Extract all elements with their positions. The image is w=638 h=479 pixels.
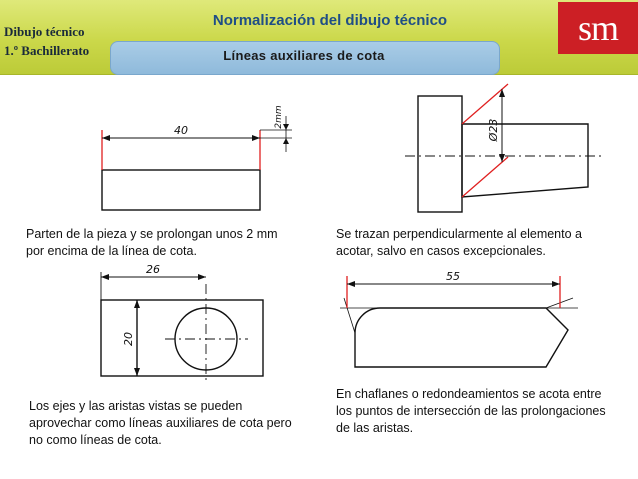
fig4-dimension-text: 55 [446, 270, 460, 283]
page-title: Normalización del dibujo técnico [212, 12, 448, 29]
fig2-taper [462, 124, 588, 197]
fig3-width-text: 26 [146, 263, 160, 276]
fig2-collar [418, 96, 462, 212]
fig4-edge-ext-left [344, 298, 355, 333]
caption-figure-2: Se trazan perpendicularmente al elemento a acotar, salvo en casos excepcionales. [336, 227, 582, 258]
fig1-gap-arrow-bottom [283, 138, 289, 144]
caption-figure-4: En chaflanes o redondeamientos se acota entre los puntos de intersección de las prolongaciones de las aristas. [336, 387, 606, 435]
figure-2 [405, 84, 602, 212]
figure-1 [102, 105, 292, 210]
section-subtitle: Líneas auxiliares de cota [223, 48, 385, 63]
figure-4 [340, 270, 578, 367]
fig1-dimension-text: 40 [174, 124, 188, 137]
fig3-height-text: 20 [122, 332, 135, 346]
caption-figure-3: Los ejes y las aristas vistas se pueden aprovechar como líneas auxiliares de cota pero no como líneas de cota. [29, 399, 292, 447]
fig2-extension-top [462, 84, 508, 124]
sm-logo: sm [558, 2, 638, 54]
caption-figure-1: Parten de la pieza y se prolongan unos 2 mm por encima de la línea de cota. [26, 227, 278, 258]
fig1-gap-text: 2mm [274, 105, 284, 129]
course-subject: Dibujo técnico [4, 24, 85, 39]
course-level: 1.º Bachillerato [4, 43, 90, 58]
fig1-part [102, 170, 260, 210]
figure-3 [101, 263, 263, 384]
fig2-dimension-text: Ø23 [487, 118, 500, 142]
fig4-part [355, 308, 568, 367]
fig2-extension-bottom [462, 157, 508, 197]
